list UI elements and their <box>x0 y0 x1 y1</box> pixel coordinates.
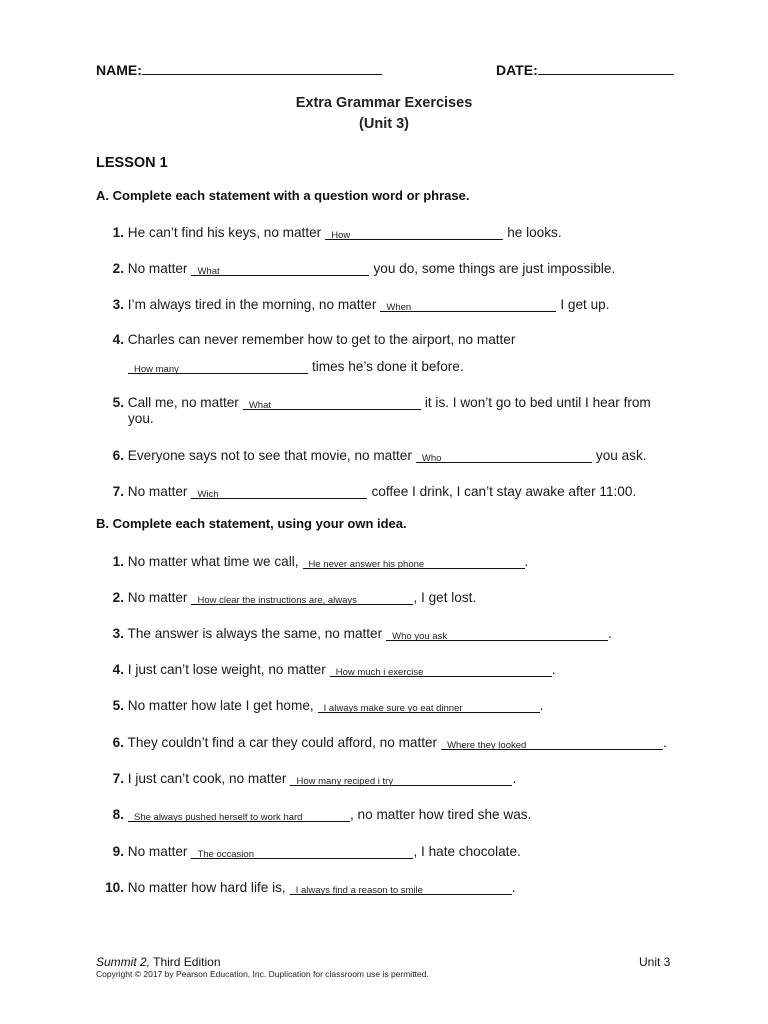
answer-blank[interactable] <box>191 483 367 499</box>
item-text: No matter <box>127 261 188 276</box>
item-text: I’m always tired in the morning, no matter <box>127 297 377 312</box>
item-number: 4. <box>112 662 124 677</box>
name-label: NAME: <box>96 62 142 78</box>
answer-blank[interactable] <box>243 394 421 410</box>
section-b-item-9 <box>96 843 521 859</box>
answer-blank[interactable] <box>318 697 540 713</box>
item-text: you ask. <box>595 448 647 463</box>
item-text: They couldn’t find a car they could afford, no matter <box>127 735 438 750</box>
section-a-item-7 <box>96 483 636 499</box>
item-text: . <box>512 771 517 786</box>
handwritten-answer: I always make sure yo eat dinner <box>323 703 463 714</box>
handwritten-answer: I always find a reason to smile <box>295 885 423 896</box>
copyright-notice: Copyright © 2017 by Pearson Education, Inc. Duplication for classroom use is permitted. <box>96 969 429 979</box>
item-number: 1. <box>112 554 124 569</box>
section-a-item-3 <box>96 296 609 312</box>
section-b-item-4 <box>96 661 556 677</box>
section-a-item-5 <box>96 394 651 410</box>
name-line[interactable] <box>142 62 382 75</box>
handwritten-answer: Who you ask <box>392 631 448 642</box>
item-number: 2. <box>112 261 124 276</box>
handwritten-answer: How clear the instructions are, always <box>197 595 357 606</box>
section-b-item-10 <box>96 879 515 895</box>
item-text: He can’t find his keys, no matter <box>127 225 322 240</box>
footer-unit: Unit 3 <box>639 955 671 969</box>
item-number: 7. <box>112 771 124 786</box>
section-a-item-1 <box>96 224 562 240</box>
item-number: 4. <box>112 332 124 347</box>
section-b-instruction: B. Complete each statement, using your own idea. <box>96 516 407 531</box>
section-b-item-2 <box>96 589 476 605</box>
item-text: I get up. <box>560 297 610 312</box>
handwritten-answer: How much i exercise <box>335 667 424 678</box>
item-number: 7. <box>112 484 124 499</box>
item-text: . <box>663 735 667 750</box>
section-a-item-5-continued: you. <box>128 411 154 426</box>
handwritten-answer: Wich <box>197 489 219 500</box>
section-a-item-4-continued <box>124 358 464 374</box>
item-text: coffee I drink, I can’t stay awake after 11:00. <box>371 484 637 499</box>
answer-blank[interactable] <box>441 734 663 750</box>
item-text: it is. I won’t go to bed until I hear from <box>424 395 651 410</box>
item-number: 5. <box>112 395 124 410</box>
section-b-item-5 <box>96 697 543 713</box>
item-text: Everyone says not to see that movie, no matter <box>127 448 412 463</box>
section-a-item-6 <box>96 447 647 463</box>
lesson-heading: LESSON 1 <box>96 155 168 171</box>
item-text: I just can’t lose weight, no matter <box>127 662 326 677</box>
handwritten-answer: She always pushed herself to work hard <box>134 812 303 823</box>
section-b-item-1 <box>96 553 528 569</box>
answer-blank[interactable] <box>191 260 369 276</box>
handwritten-answer: What <box>248 400 272 411</box>
answer-blank[interactable] <box>128 806 350 822</box>
section-b-item-8 <box>96 806 531 822</box>
answer-blank[interactable] <box>290 879 512 895</box>
item-text: No matter how late I get home, <box>127 698 314 713</box>
date-line[interactable] <box>538 62 674 75</box>
answer-blank[interactable] <box>303 553 525 569</box>
item-number: 6. <box>112 448 124 463</box>
answer-blank[interactable] <box>191 843 413 859</box>
item-text: . <box>551 662 556 677</box>
section-a-instruction: A. Complete each statement with a question word or phrase. <box>96 188 470 203</box>
answer-blank[interactable] <box>191 589 413 605</box>
item-text: , I get lost. <box>413 590 477 605</box>
item-text: , no matter how tired she was. <box>350 807 532 822</box>
item-text: . <box>511 880 516 895</box>
section-a-item-2 <box>96 260 615 276</box>
answer-blank[interactable] <box>128 358 308 374</box>
item-text: . <box>524 554 529 569</box>
section-a-item-4 <box>96 332 515 347</box>
item-text: times he’s done it before. <box>312 359 464 374</box>
item-text: No matter <box>127 844 188 859</box>
section-b-item-6 <box>96 734 667 750</box>
item-number: 3. <box>112 297 124 312</box>
item-text: I just can’t cook, no matter <box>127 771 287 786</box>
handwritten-answer: The occasion <box>197 849 254 860</box>
book-title: Summit 2, <box>96 955 151 969</box>
handwritten-answer: Where they looked <box>447 740 527 751</box>
answer-blank[interactable] <box>416 447 592 463</box>
item-text: The answer is always the same, no matter <box>127 626 383 641</box>
answer-blank[interactable] <box>325 224 503 240</box>
handwritten-answer: What <box>197 266 220 277</box>
handwritten-answer: How many <box>134 364 179 375</box>
date-label: DATE: <box>496 62 538 78</box>
item-text: Charles can never remember how to get to the airport, no matter <box>127 332 516 347</box>
item-text: No matter <box>127 590 188 605</box>
item-text: . <box>539 698 544 713</box>
footer-book-title <box>96 955 221 969</box>
item-text: Call me, no matter <box>127 395 239 410</box>
item-text: he looks. <box>507 225 562 240</box>
handwritten-answer: How <box>331 230 351 241</box>
section-b-item-7 <box>96 770 516 786</box>
item-number: 2. <box>112 590 124 605</box>
edition: Third Edition <box>150 955 221 969</box>
handwritten-answer: When <box>386 302 412 313</box>
item-number: 3. <box>112 626 124 641</box>
item-text: No matter <box>127 484 188 499</box>
answer-blank[interactable] <box>290 770 512 786</box>
item-number: 5. <box>112 698 124 713</box>
item-number: 1. <box>112 225 124 240</box>
item-text: No matter what time we call, <box>127 554 299 569</box>
handwritten-answer: How many reciped i try <box>296 776 394 787</box>
answer-blank[interactable] <box>386 625 608 641</box>
date-field <box>496 62 674 78</box>
page-subtitle: (Unit 3) <box>359 116 409 132</box>
section-b-item-3 <box>96 625 612 641</box>
item-number: 6. <box>112 735 124 750</box>
item-text: No matter how hard life is, <box>127 880 286 895</box>
item-text: , I hate chocolate. <box>413 844 521 859</box>
answer-blank[interactable] <box>380 296 556 312</box>
item-number: 9. <box>112 844 124 859</box>
page-title: Extra Grammar Exercises <box>295 95 473 111</box>
item-text: you do, some things are just impossible. <box>373 261 616 276</box>
item-number: 8. <box>112 807 124 822</box>
handwritten-answer: Who <box>421 453 442 464</box>
item-text: . <box>608 626 612 641</box>
item-number: 10. <box>105 880 124 895</box>
handwritten-answer: He never answer his phone <box>308 559 425 570</box>
name-field <box>96 62 382 78</box>
answer-blank[interactable] <box>330 661 552 677</box>
